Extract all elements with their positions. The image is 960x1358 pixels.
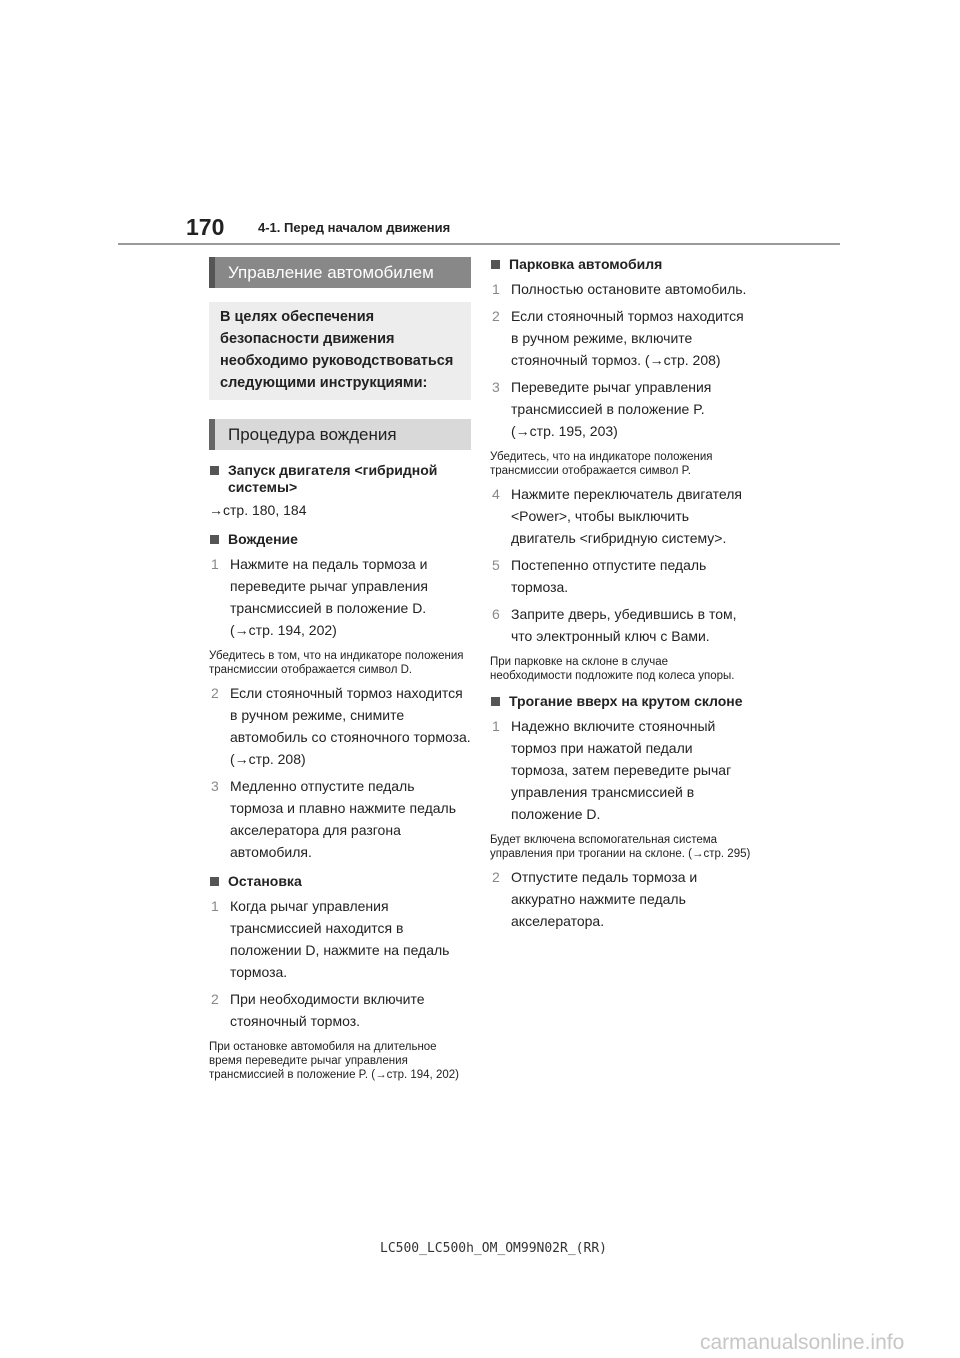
step-item: [490, 305, 752, 371]
step-number: 1: [492, 718, 500, 734]
note-text: При остановке автомобиля на длительное время переведите рычаг управления трансмиссией в положение P. (→стр. 194, 202): [209, 1041, 459, 1081]
square-bullet-icon: [210, 466, 219, 475]
document-code: LC500_LC500h_OM_OM99N02R_(RR): [380, 1241, 607, 1256]
step-number: 3: [492, 379, 500, 395]
square-bullet-icon: [210, 535, 219, 544]
block-title-text: Остановка: [228, 873, 302, 889]
step-text: Постепенно отпустите педаль тормоза.: [511, 557, 707, 595]
step-text: Если стояночный тормоз находится в ручном режиме, включите стояночный тормоз. (→стр. 208): [511, 308, 744, 368]
step-item: [490, 278, 752, 300]
step-text: Когда рычаг управления трансмиссией находится в положении D, нажмите на педаль тормоза.: [230, 898, 450, 980]
block-title-text: Запуск двигателя <гибридной системы>: [228, 462, 438, 495]
square-bullet-icon: [491, 697, 500, 706]
block-title-uphill: [490, 693, 752, 710]
step-item: [209, 682, 471, 770]
block-title-text: Трогание вверх на крутом склоне: [509, 693, 743, 709]
step-item: [209, 895, 471, 983]
step-number: 2: [211, 685, 219, 701]
step-item: [209, 553, 471, 641]
block-title-start: [209, 462, 471, 496]
step-text: Нажмите на педаль тормоза и переведите рычаг управления трансмиссией в положение D. (→стр. 194, 202): [230, 556, 428, 638]
block-title-text: Вождение: [228, 531, 298, 547]
step-item: [490, 715, 752, 825]
step-item: [490, 866, 752, 932]
left-column: [209, 257, 471, 1082]
step-text: Полностью остановите автомобиль.: [511, 281, 747, 297]
section-heading-procedure: Процедура вождения: [209, 419, 471, 450]
step-text: При необходимости включите стояночный тормоз.: [230, 991, 425, 1029]
right-column: [490, 256, 752, 932]
step-item: [490, 376, 752, 442]
step-item: [490, 554, 752, 598]
block-title-stop: [209, 873, 471, 890]
square-bullet-icon: [491, 260, 500, 269]
block-title-parking: [490, 256, 752, 273]
note-text: При парковке на склоне в случае необходимости подложите под колеса упоры.: [490, 656, 735, 682]
section-title: 4-1. Перед началом движения: [258, 220, 451, 235]
step-number: 6: [492, 606, 500, 622]
step-text: Надежно включите стояночный тормоз при нажатой педали тормоза, затем переведите рычаг управления трансмиссией в положение D.: [511, 718, 732, 822]
watermark: carmanualsonline.info: [700, 1331, 905, 1354]
step-text: Если стояночный тормоз находится в ручном режиме, снимите автомобиль со стояночного тормоза. (→стр. 208): [230, 685, 471, 767]
step-number: 1: [211, 898, 219, 914]
block-title-text: Парковка автомобиля: [509, 256, 663, 272]
note-text: Убедитесь, что на индикаторе положения трансмиссии отображается символ P.: [490, 451, 713, 477]
step-item: [490, 483, 752, 549]
step-text: Переведите рычаг управления трансмиссией в положение P. (→стр. 195, 203): [511, 379, 712, 439]
step-number: 2: [492, 869, 500, 885]
step-text: Отпустите педаль тормоза и аккуратно нажмите педаль акселератора.: [511, 869, 698, 929]
step-text: Медленно отпустите педаль тормоза и плавно нажмите педаль акселератора для разгона автомобиля.: [230, 778, 457, 860]
step-item: [209, 775, 471, 863]
step-text: Нажмите переключатель двигателя <Power>, чтобы выключить двигатель <гибридную систему>.: [511, 486, 742, 546]
step-number: 3: [211, 778, 219, 794]
step-item: [490, 603, 752, 647]
step-item: [209, 988, 471, 1032]
block-title-driving: [209, 531, 471, 548]
step-number: 1: [492, 281, 500, 297]
note-text: Убедитесь в том, что на индикаторе положения трансмиссии отображается символ D.: [209, 650, 464, 676]
page-reference: →стр. 180, 184: [209, 502, 307, 518]
step-number: 5: [492, 557, 500, 573]
note-text: Будет включена вспомогательная система управления при трогании на склоне. (→стр. 295): [490, 834, 751, 860]
step-number: 2: [211, 991, 219, 1007]
step-number: 4: [492, 486, 500, 502]
step-text: Заприте дверь, убедившись в том, что электронный ключ с Вами.: [511, 606, 737, 644]
section-heading-driving: Управление автомобилем: [209, 257, 471, 288]
safety-intro-box: В целях обеспечения безопасности движения необходимо руководствоваться следующими инструкциями:: [209, 302, 471, 400]
square-bullet-icon: [210, 877, 219, 886]
page-number: 170: [186, 214, 225, 240]
step-number: 2: [492, 308, 500, 324]
step-number: 1: [211, 556, 219, 572]
header-divider: [118, 243, 840, 245]
